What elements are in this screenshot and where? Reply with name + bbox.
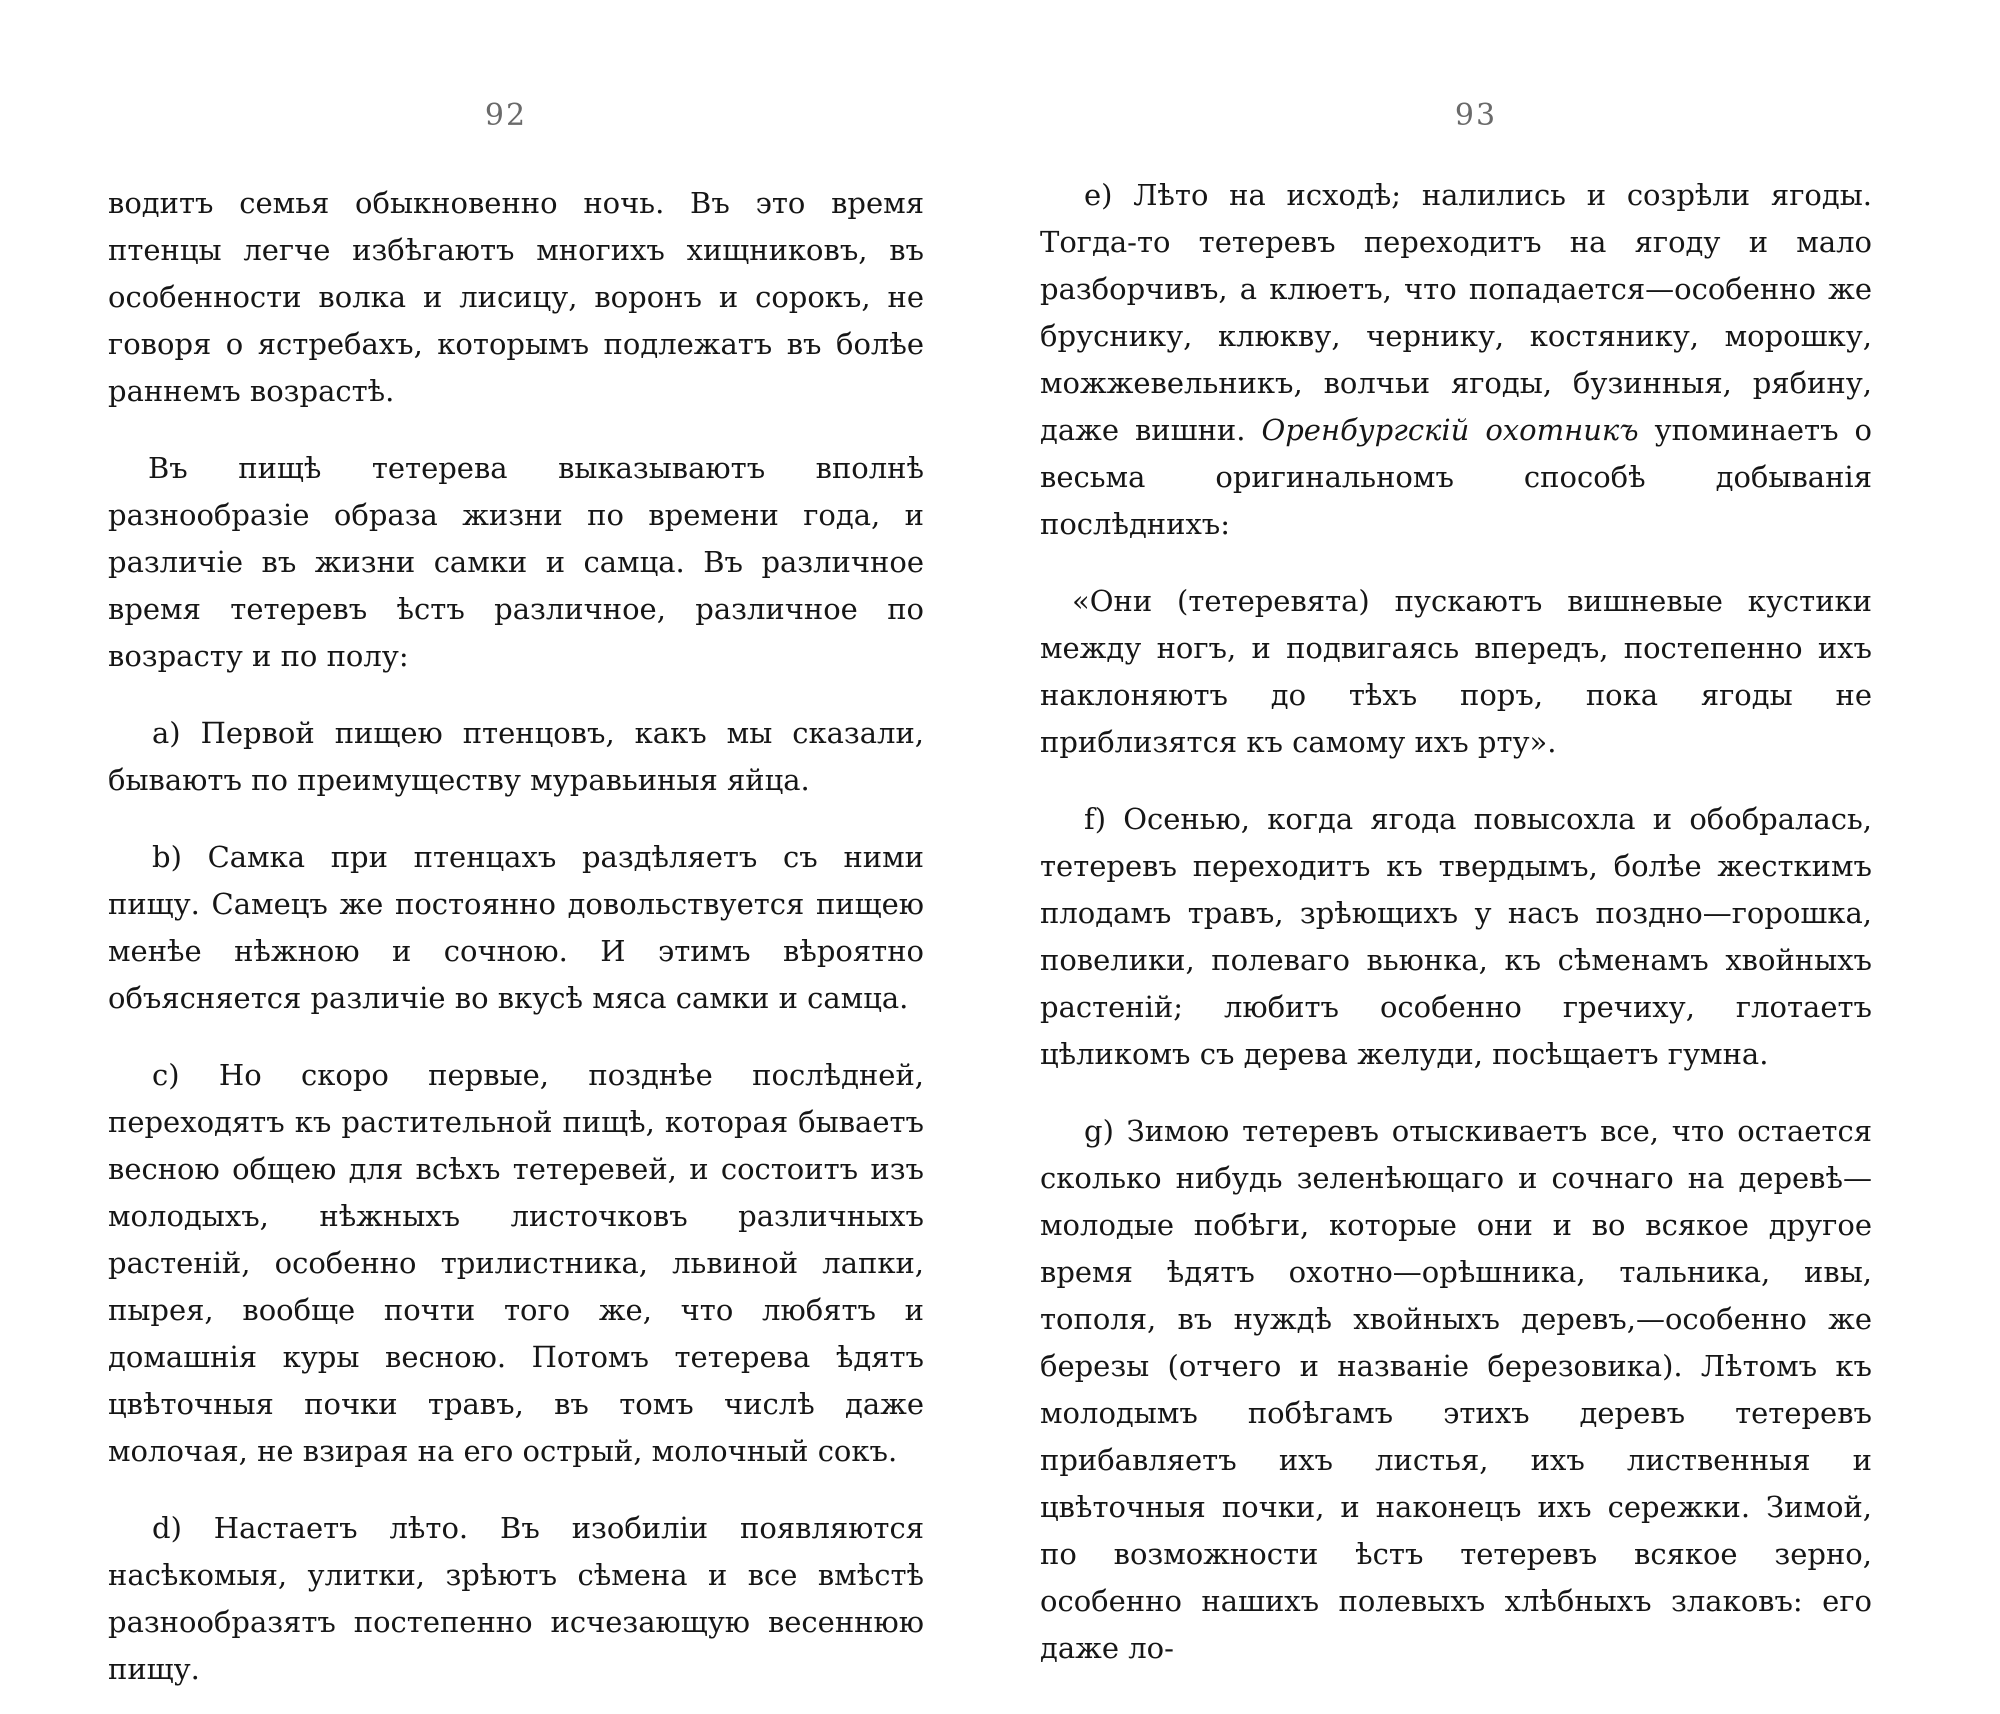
paragraph-continuation: водитъ семья обыкновенно ночь. Въ это время птенцы легче избѣгаютъ многихъ хищниковъ, въ особенности волка и лисицу, воронъ и сорокъ, не говоря о ястребахъ, которымъ подлежатъ въ болѣе раннемъ возрастѣ. (108, 186, 924, 408)
item-e-text-end: упоминаетъ о весьма оригинальномъ способѣ добыванія послѣднихъ: (1040, 413, 1872, 541)
item-e-text-start: e) Лѣто на исходѣ; налились и созрѣли ягоды. Тогда-то тетеревъ переходитъ на ягоду и мало разборчивъ, а клюетъ, что попадается—особенно же бруснику, клюкву, чернику, костянику, морошку, можжевельникъ, волчьи ягоды, бузинныя, рябину, даже вишни. (1040, 178, 1872, 447)
item-e-cited-source: Оренбургскій охотникъ (1261, 413, 1639, 447)
paragraph-food-intro: Въ пищѣ тетерева выказываютъ вполнѣ разнообразіе образа жизни по времени года, и различіе въ жизни самки и самца. Въ различное время тетеревъ ѣстъ различное, различное по возрасту и по полу: (108, 451, 924, 673)
paragraph-item-c: c) Но скоро первые, позднѣе послѣдней, переходятъ къ растительной пищѣ, которая бываетъ весною общею для всѣхъ тетеревей, и состоитъ изъ молодыхъ, нѣжныхъ листочковъ различныхъ растеній, особенно трилистника, львиной лапки, пырея, вообще почти того же, что любятъ и домашнія куры весною. Потомъ тетерева ѣдятъ цвѣточныя почки травъ, въ томъ числѣ даже молочая, не взирая на его острый, молочный сокъ. (108, 1058, 924, 1468)
paragraph-item-e (1040, 172, 1872, 548)
paragraph-quote: «Они (тетеревята) пускаютъ вишневые кустики между ногъ, и подвигаясь впередъ, постепенно ихъ наклоняютъ до тѣхъ поръ, пока ягоды не приблизятся къ самому ихъ рту». (1040, 584, 1872, 759)
right-page (1040, 0, 1872, 1714)
paragraph-item-b: b) Самка при птенцахъ раздѣляетъ съ ними пищу. Самецъ же постоянно довольствуется пищею менѣе нѣжною и сочною. И этимъ вѣроятно объясняется различіе во вкусѣ мяса самки и самца. (108, 840, 924, 1015)
paragraph-item-a: a) Первой пищею птенцовъ, какъ мы сказали, бываютъ по преимуществу муравьиныя яйца. (108, 716, 924, 797)
right-page-text (1040, 172, 1872, 1672)
page-number-left: 92 (484, 98, 528, 133)
paragraph-item-d: d) Настаетъ лѣто. Въ изобиліи появляются насѣкомыя, улитки, зрѣютъ сѣмена и все вмѣстѣ разнообразятъ постепенно исчезающую весеннюю пищу. (108, 1511, 924, 1686)
page-number-right: 93 (1454, 98, 1498, 133)
left-page (108, 0, 924, 1714)
left-page-text (108, 180, 924, 1693)
paragraph-item-f: f) Осенью, когда ягода повысохла и обобралась, тетеревъ переходитъ къ твердымъ, болѣе жесткимъ плодамъ травъ, зрѣющихъ у насъ поздно—горошка, повелики, полеваго вьюнка, къ сѣменамъ хвойныхъ растеній; любитъ особенно гречиху, глотаетъ цѣликомъ съ дерева желуди, посѣщаетъ гумна. (1040, 802, 1872, 1071)
paragraph-item-g: g) Зимою тетеревъ отыскиваетъ все, что остается сколько нибудь зеленѣющаго и сочнаго на деревѣ—молодые побѣги, которые они и во всякое другое время ѣдятъ охотно—орѣшника, тальника, ивы, тополя, въ нуждѣ хвойныхъ деревъ,—особенно же березы (отчего и названіе березовика). Лѣтомъ къ молодымъ побѣгамъ этихъ деревъ тетеревъ прибавляетъ ихъ листья, ихъ лиственныя и цвѣточныя почки, и наконецъ ихъ сережки. Зимой, по возможности ѣстъ тетеревъ всякое зерно, особенно нашихъ полевыхъ хлѣбныхъ злаковъ: его даже ло- (1040, 1114, 1872, 1665)
